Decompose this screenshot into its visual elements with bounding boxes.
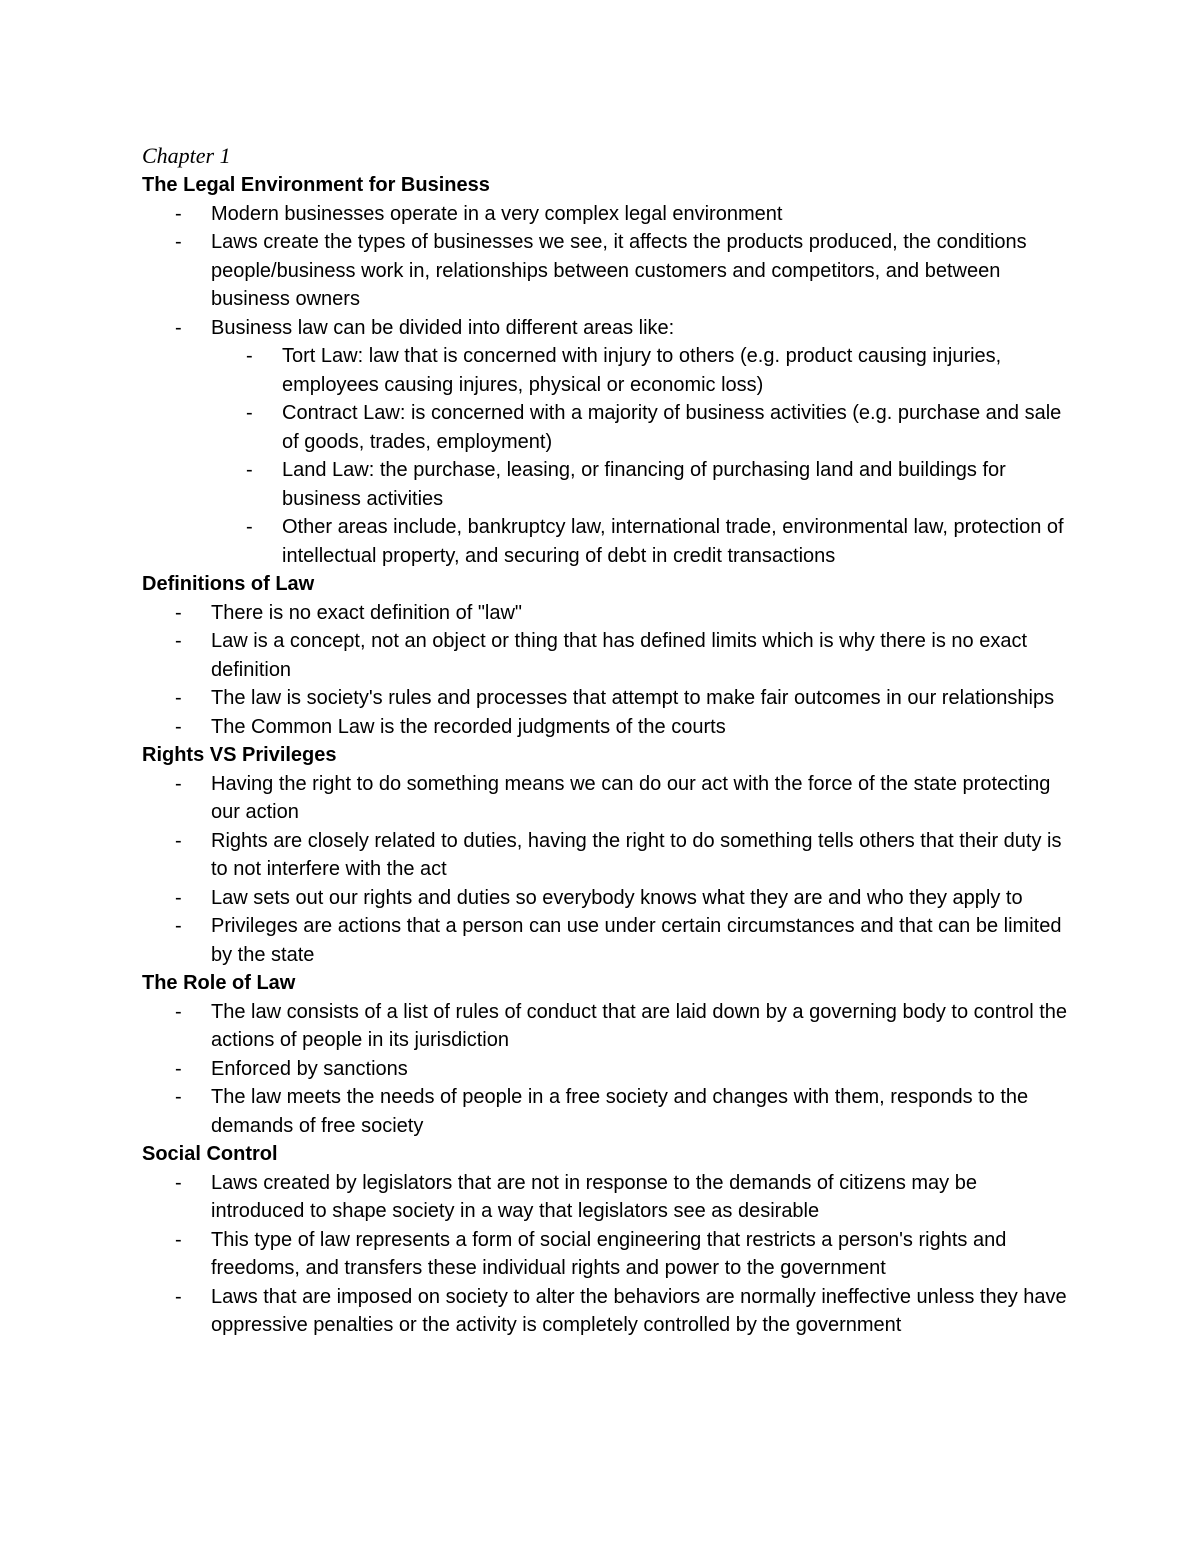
bullet-item (142, 200, 1072, 229)
bullet-dash: - (175, 772, 182, 795)
bullet-text: The law consists of a list of rules of conduct that are laid down by a governing body to control the actions of people in its jurisdiction (211, 1000, 1068, 1051)
bullet-list (142, 599, 1072, 742)
bullet-text: Other areas include, bankruptcy law, international trade, environmental law, protection of intellectual property, and securing of debt in credit transactions (282, 516, 1064, 567)
bullet-text: Modern businesses operate in a very complex legal environment (211, 202, 783, 225)
bullet-item (142, 827, 1072, 884)
bullet-dash: - (175, 715, 182, 738)
bullet-item (142, 1283, 1072, 1340)
sections-container (142, 171, 1072, 1340)
bullet-dash: - (175, 1057, 182, 1080)
section-heading: Definitions of Law (142, 573, 315, 595)
bullet-item (142, 684, 1072, 713)
sub-bullet-item (142, 513, 1072, 570)
section-heading: Rights VS Privileges (142, 744, 337, 766)
bullet-dash: - (175, 202, 182, 225)
bullet-item (142, 770, 1072, 827)
bullet-text: Tort Law: law that is concerned with injury to others (e.g. product causing injuries, employees causing injures, physical or economic loss) (282, 345, 1002, 396)
bullet-item (142, 884, 1072, 913)
bullet-dash: - (175, 316, 182, 339)
bullet-list (142, 998, 1072, 1141)
section (142, 969, 1072, 1140)
section (142, 570, 1072, 741)
bullet-text: This type of law represents a form of social engineering that restricts a person's rights and freedoms, and transfers these individual rights and power to the government (211, 1228, 1007, 1279)
bullet-dash: - (175, 630, 182, 652)
bullet-dash: - (246, 345, 253, 367)
bullet-text: Contract Law: is concerned with a majority of business activities (e.g. purchase and sale of goods, trades, employment) (282, 402, 1062, 453)
bullet-dash: - (175, 687, 182, 709)
bullet-dash: - (175, 1285, 182, 1308)
section (142, 741, 1072, 969)
bullet-text: Having the right to do something means we can do our act with the force of the state protecting our action (211, 772, 1051, 823)
bullet-text: The law is society's rules and processes that attempt to make fair outcomes in our relationships (211, 687, 1055, 709)
bullet-item (142, 998, 1072, 1055)
bullet-item (142, 1083, 1072, 1140)
bullet-dash: - (175, 886, 182, 909)
bullet-list (142, 1169, 1072, 1340)
bullet-text: Laws create the types of businesses we see, it affects the products produced, the conditions people/business work in, relationships between customers and competitors, and between business owners (211, 231, 1027, 310)
bullet-item (142, 912, 1072, 969)
bullet-text: Laws that are imposed on society to alter the behaviors are normally ineffective unless they have oppressive penalties or the activity is completely controlled by the government (211, 1285, 1067, 1336)
bullet-item (142, 1055, 1072, 1084)
bullet-dash: - (246, 516, 253, 538)
section-heading: The Legal Environment for Business (142, 174, 490, 196)
bullet-text: There is no exact definition of "law" (211, 601, 523, 624)
sub-bullet-item (142, 456, 1072, 513)
bullet-item (142, 314, 1072, 343)
bullet-dash: - (175, 915, 182, 937)
bullet-item (142, 228, 1072, 314)
bullet-dash: - (175, 231, 182, 253)
bullet-dash: - (175, 601, 182, 624)
bullet-dash: - (175, 1000, 182, 1023)
bullet-text: Law is a concept, not an object or thing that has defined limits which is why there is no exact definition (211, 630, 1027, 681)
bullet-text: The law meets the needs of people in a free society and changes with them, responds to the demands of free society (211, 1086, 1029, 1137)
bullet-item (142, 1226, 1072, 1283)
chapter-title: Chapter 1 (142, 143, 231, 168)
bullet-item (142, 713, 1072, 742)
bullet-dash: - (175, 1086, 182, 1108)
section (142, 171, 1072, 570)
bullet-dash: - (246, 459, 253, 481)
sub-bullet-item (142, 342, 1072, 399)
bullet-dash: - (175, 829, 182, 852)
bullet-text: Enforced by sanctions (211, 1057, 408, 1080)
bullet-text: Rights are closely related to duties, having the right to do something tells others that their duty is to not interfere with the act (211, 829, 1062, 880)
bullet-text: Privileges are actions that a person can use under certain circumstances and that can be limited by the state (211, 915, 1062, 966)
bullet-item (142, 627, 1072, 684)
sub-bullet-item (142, 399, 1072, 456)
bullet-text: Law sets out our rights and duties so everybody knows what they are and who they apply to (211, 886, 1023, 909)
document-body (142, 141, 1072, 1340)
bullet-dash: - (175, 1171, 182, 1194)
bullet-text: Business law can be divided into different areas like: (211, 316, 675, 339)
bullet-list (142, 200, 1072, 571)
bullet-item (142, 1169, 1072, 1226)
bullet-dash: - (175, 1228, 182, 1251)
bullet-dash: - (246, 402, 253, 424)
bullet-list (142, 770, 1072, 970)
bullet-item (142, 599, 1072, 628)
section (142, 1140, 1072, 1340)
section-heading: Social Control (142, 1143, 278, 1165)
bullet-text: The Common Law is the recorded judgments of the courts (211, 715, 726, 738)
section-heading: The Role of Law (142, 972, 296, 994)
bullet-text: Laws created by legislators that are not in response to the demands of citizens may be introduced to shape society in a way that legislators see as desirable (211, 1171, 977, 1222)
bullet-text: Land Law: the purchase, leasing, or financing of purchasing land and buildings for business activities (282, 459, 1006, 510)
